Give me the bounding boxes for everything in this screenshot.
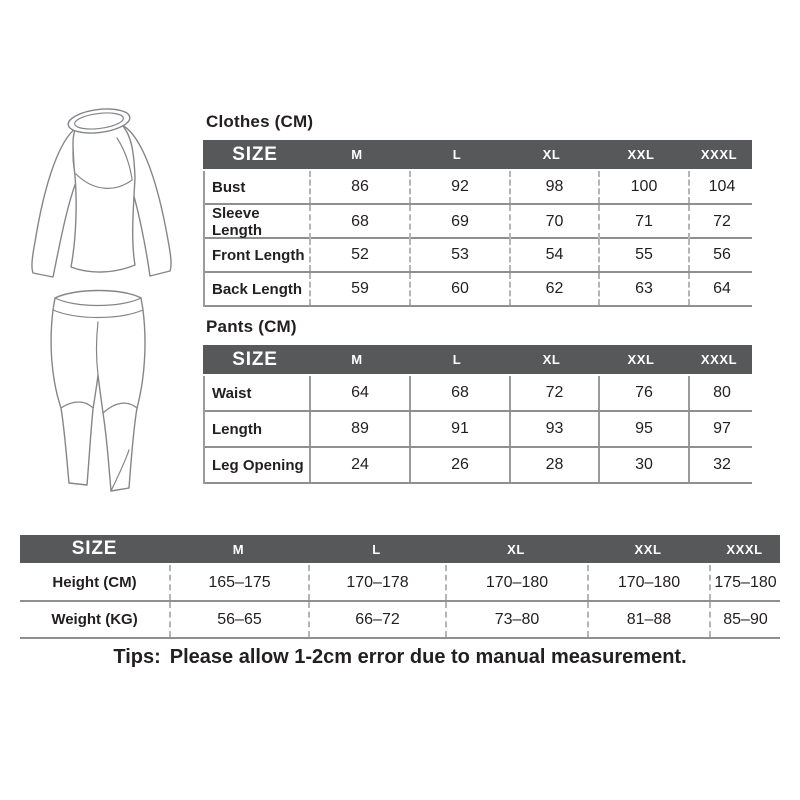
pants-table-title: Pants (CM) [206, 317, 297, 336]
row-label: Length [212, 420, 262, 438]
value-cell: 175–180 [709, 565, 780, 600]
value-cell: 28 [509, 448, 598, 482]
value-cell: 32 [688, 448, 754, 482]
body-size-table-header [20, 535, 780, 563]
pants-table-header [203, 345, 752, 374]
value-cell: 66–72 [308, 602, 445, 637]
value-cell: 71 [598, 205, 688, 239]
value-cell: 81–88 [587, 602, 709, 637]
size-xl-header: XL [542, 147, 561, 162]
value-cell: 165–175 [169, 565, 308, 600]
value-cell: 63 [598, 273, 688, 305]
size-header-cell: SIZE [232, 143, 278, 165]
value-cell: 56 [688, 239, 754, 271]
row-label: Sleeve Length [212, 205, 262, 239]
size-header-cell: SIZE [232, 348, 278, 370]
value-cell: 69 [409, 205, 509, 239]
size-xxl-header: XXL [627, 147, 655, 162]
value-cell: 100 [598, 171, 688, 203]
value-cell: 54 [509, 239, 598, 271]
value-cell: 68 [409, 376, 509, 410]
value-cell: 85–90 [709, 602, 780, 637]
table-row [20, 602, 780, 639]
value-cell: 70 [509, 205, 598, 239]
size-l-header: L [372, 541, 381, 557]
row-label: Height (CM) [52, 574, 137, 591]
value-cell: 60 [409, 273, 509, 305]
value-cell: 72 [688, 205, 754, 239]
value-cell: 80 [688, 376, 754, 410]
row-label: Front Length [212, 246, 305, 264]
row-label: Waist [212, 384, 252, 402]
value-cell: 52 [309, 239, 409, 271]
row-label: Back Length [212, 280, 303, 298]
table-row [205, 448, 752, 484]
size-l-header: L [452, 352, 462, 367]
value-cell: 55 [598, 239, 688, 271]
body-size-section [20, 535, 780, 639]
size-m-header: M [232, 541, 245, 557]
value-cell: 170–180 [445, 565, 587, 600]
value-cell: 104 [688, 171, 754, 203]
value-cell: 92 [409, 171, 509, 203]
shirt-line-drawing-icon [18, 100, 198, 306]
table-row [205, 205, 752, 239]
value-cell: 30 [598, 448, 688, 482]
value-cell: 64 [688, 273, 754, 305]
size-xl-header: XL [507, 541, 525, 557]
table-row [205, 376, 752, 412]
clothes-table-header [203, 140, 752, 169]
value-cell: 98 [509, 171, 598, 203]
value-cell: 170–180 [587, 565, 709, 600]
clothes-table-body [203, 171, 752, 307]
clothes-section [203, 112, 752, 307]
value-cell: 59 [309, 273, 409, 305]
pants-section [203, 317, 752, 484]
tips-label: Tips: [113, 646, 161, 668]
value-cell: 68 [309, 205, 409, 239]
tips-note [0, 646, 800, 669]
value-cell: 170–178 [308, 565, 445, 600]
value-cell: 72 [509, 376, 598, 410]
value-cell: 93 [509, 412, 598, 446]
pants-table-body [203, 376, 752, 484]
value-cell: 95 [598, 412, 688, 446]
tips-text: Please allow 1-2cm error due to manual measurement. [169, 646, 687, 668]
table-row [205, 171, 752, 205]
value-cell: 26 [409, 448, 509, 482]
row-label: Leg Opening [212, 456, 304, 474]
size-xxxl-header: XXXL [700, 147, 738, 162]
row-label: Bust [212, 178, 246, 196]
value-cell: 56–65 [169, 602, 308, 637]
value-cell: 86 [309, 171, 409, 203]
shirt-illustration [18, 100, 198, 306]
pants-line-drawing-icon [35, 282, 167, 512]
value-cell: 73–80 [445, 602, 587, 637]
value-cell: 53 [409, 239, 509, 271]
value-cell: 62 [509, 273, 598, 305]
value-cell: 91 [409, 412, 509, 446]
size-xxl-header: XXL [627, 352, 655, 367]
size-xxxl-header: XXXL [700, 352, 738, 367]
size-xxxl-header: XXXL [726, 541, 763, 557]
size-l-header: L [452, 147, 462, 162]
size-xxl-header: XXL [634, 541, 662, 557]
value-cell: 24 [309, 448, 409, 482]
table-row [205, 412, 752, 448]
value-cell: 64 [309, 376, 409, 410]
value-cell: 76 [598, 376, 688, 410]
value-cell: 97 [688, 412, 754, 446]
table-row [205, 273, 752, 307]
table-row [205, 239, 752, 273]
value-cell: 89 [309, 412, 409, 446]
size-header-cell: SIZE [71, 538, 118, 559]
size-m-header: M [351, 352, 363, 367]
size-m-header: M [351, 147, 363, 162]
pants-illustration [35, 282, 167, 512]
clothes-table-title: Clothes (CM) [206, 112, 314, 131]
body-size-table-body [20, 565, 780, 639]
table-row [20, 565, 780, 602]
row-label: Weight (KG) [51, 611, 138, 628]
size-xl-header: XL [542, 352, 561, 367]
